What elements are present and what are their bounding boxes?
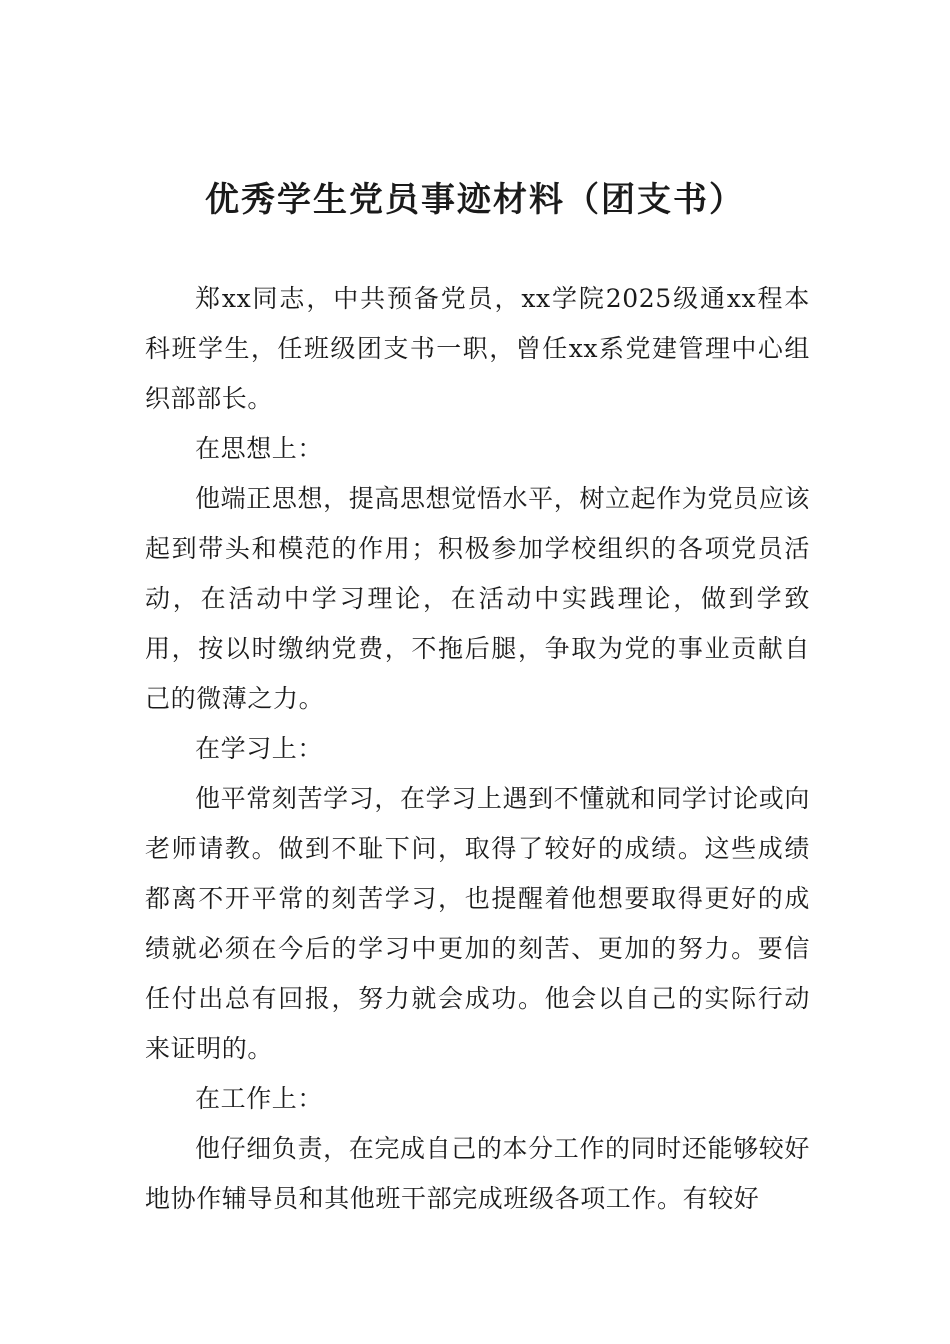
section-heading-study: 在学习上： [195, 734, 324, 763]
document-title: 优秀学生党员事迹材料（团支书） [205, 180, 745, 220]
paragraph-intro: 郑xx同志，中共预备党员，xx学院2025级通xx程本科班学生，任班级团支书一职，曾任xx系党建管理中心组织部部长。 [145, 284, 810, 413]
paragraph-work: 他仔细负责，在完成自己的本分工作的同时还能够较好地协作辅导员和其他班干部完成班级各项工作。有较好 [145, 1134, 810, 1213]
paragraph-ideology: 他端正思想，提高思想觉悟水平，树立起作为党员应该起到带头和模范的作用；积极参加学校组织的各项党员活动，在活动中学习理论，在活动中实践理论，做到学致用，按以时缴纳党费，不拖后腿，争取为党的事业贡献自己的微薄之力。 [145, 484, 810, 713]
section-heading-ideology: 在思想上： [195, 434, 324, 463]
document-body [145, 274, 810, 1224]
section-heading-work: 在工作上： [195, 1084, 324, 1113]
paragraph-study: 他平常刻苦学习，在学习上遇到不懂就和同学讨论或向老师请教。做到不耻下问，取得了较好的成绩。这些成绩都离不开平常的刻苦学习，也提醒着他想要取得更好的成绩就必须在今后的学习中更加的刻苦、更加的努力。要信任付出总有回报，努力就会成功。他会以自己的实际行动来证明的。 [145, 784, 810, 1063]
